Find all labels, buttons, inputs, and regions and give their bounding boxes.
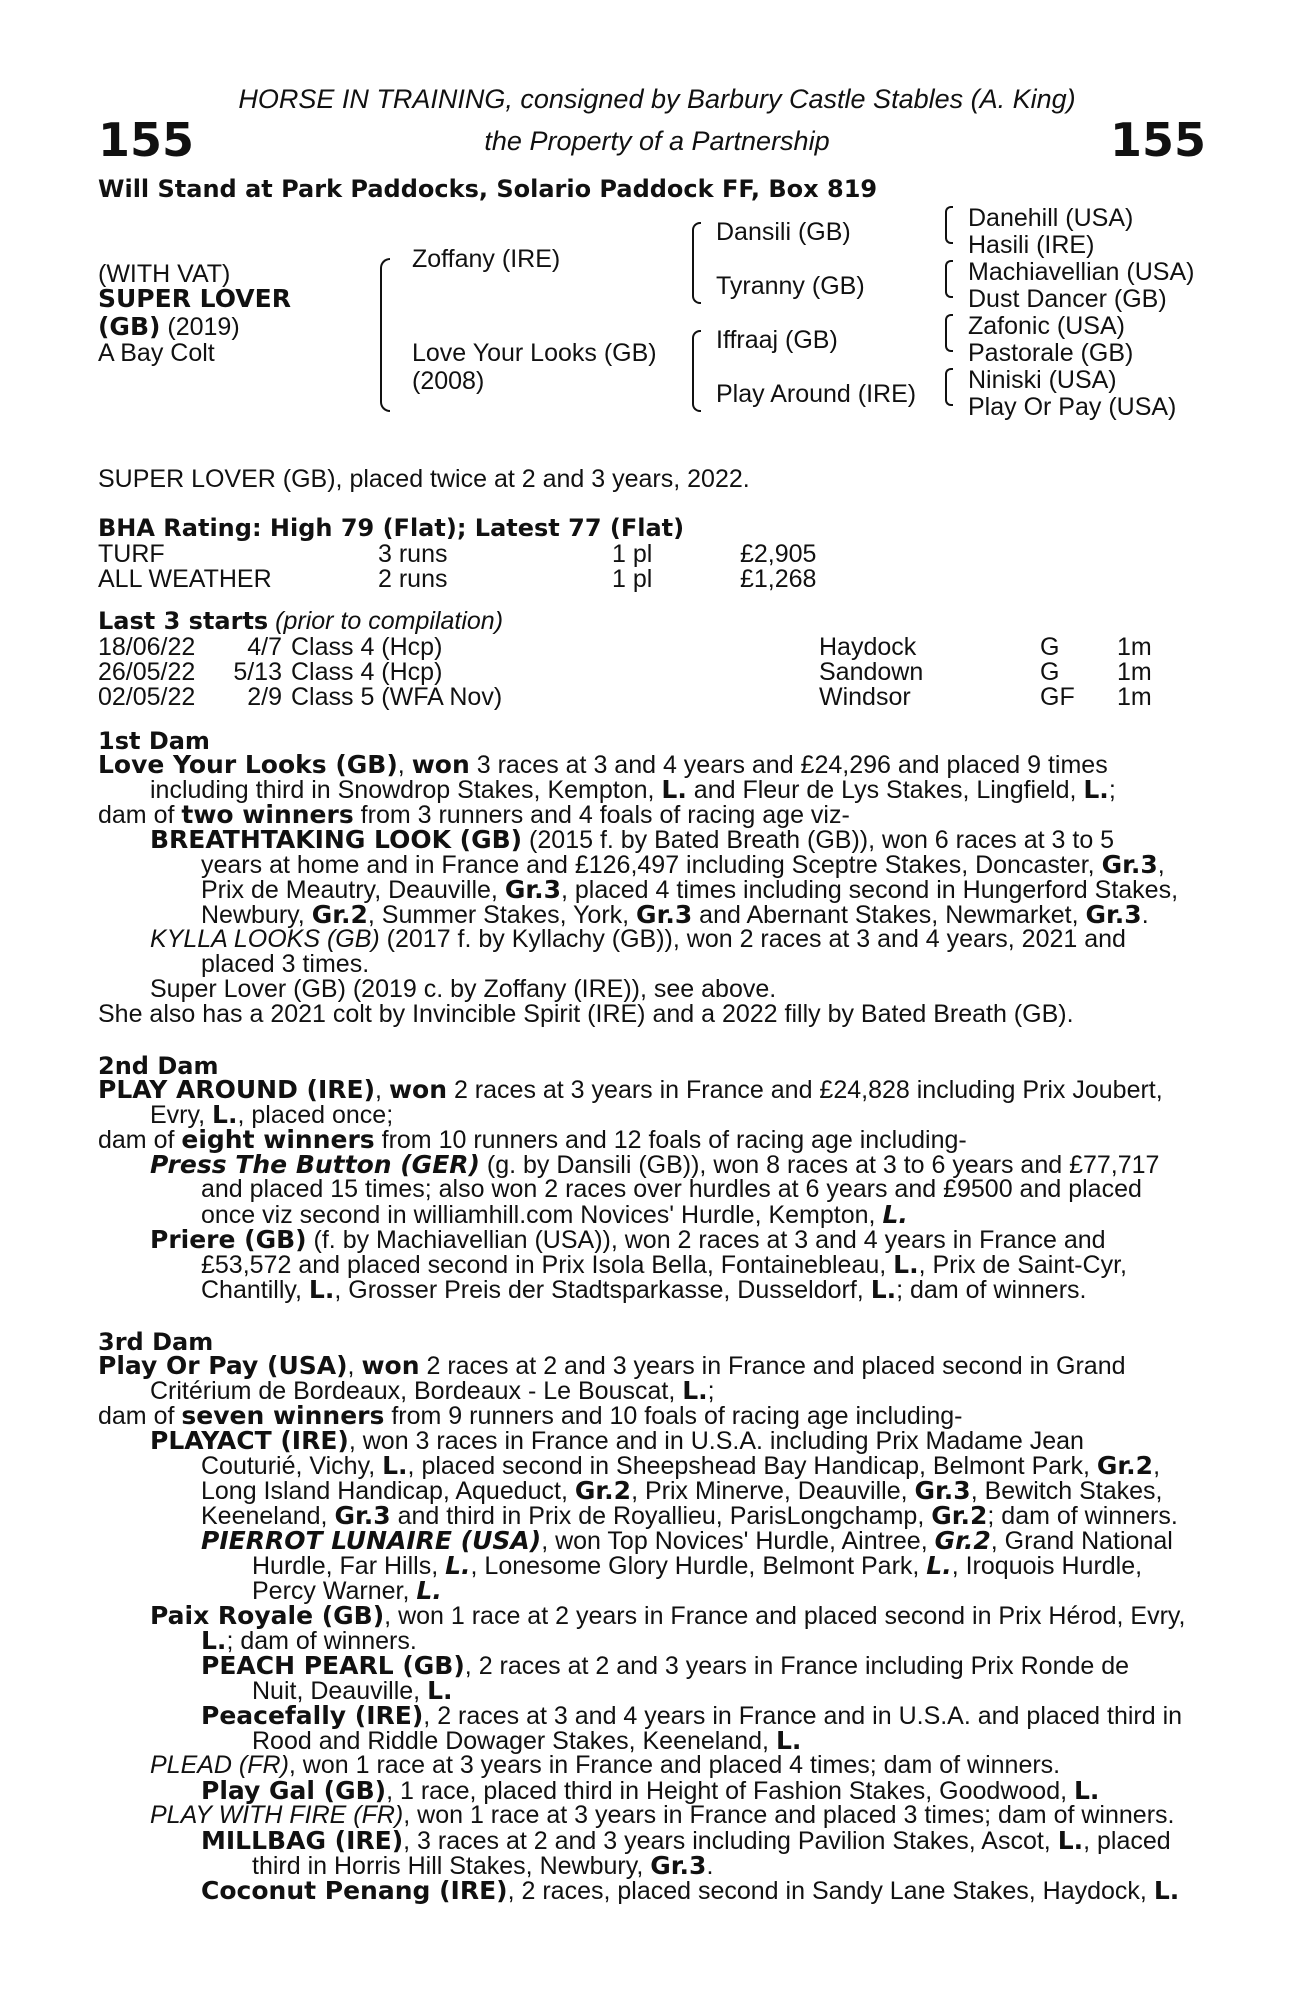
pierrot-lunaire-2: Hurdle, Far Hills, L., Lonesome Glory Hurdle, Belmont Park, L., Iroquois Hurdle, (252, 1551, 1143, 1580)
kylla-looks-1: KYLLA LOOKS (GB) (2017 f. by Kyllachy (GB)), won 2 races at 3 and 4 years, 2021 and (150, 925, 1126, 953)
pedigree-brace-dam (692, 330, 701, 412)
play-gal: Play Gal (GB), 1 race, placed third in Height of Fashion Stakes, Goodwood, L. (201, 1776, 1100, 1805)
playact-4: Keeneland, Gr.3 and third in Prix de Royallieu, ParisLongchamp, Gr.2; dam of winners. (201, 1501, 1178, 1530)
start-going-3: GF (1040, 683, 1075, 711)
priere-1: Priere (GB) (f. by Machiavellian (USA)), won 2 races at 3 and 4 years in France and (150, 1225, 1106, 1254)
peach-pearl-1: PEACH PEARL (GB), 2 races at 2 and 3 years in France including Prix Ronde de (201, 1651, 1130, 1680)
breathtaking-look-4: Newbury, Gr.2, Summer Stakes, York, Gr.3 and Abernant Stakes, Newmarket, Gr.3. (201, 900, 1149, 929)
breathtaking-look-3: Prix de Meautry, Deauville, Gr.3, placed 4 times including second in Hungerford Stakes, (201, 875, 1179, 904)
first-dam-produce: She also has a 2021 colt by Invincible Spirit (IRE) and a 2022 filly by Bated Breath (GB). (98, 1000, 1074, 1028)
first-dam-para-1: Love Your Looks (GB), won 3 races at 3 and 4 years and £24,296 and placed 9 times (98, 750, 1108, 779)
kylla-looks-2: placed 3 times. (201, 950, 370, 978)
pedigree-sdd: Dust Dancer (GB) (968, 285, 1167, 313)
pedigree-sss: Danehill (USA) (968, 204, 1134, 232)
third-dam-para-1: Play Or Pay (USA), won 2 races at 2 and 3 years in France and placed second in Grand (98, 1351, 1126, 1380)
plead: PLEAD (FR), won 1 race at 3 years in France and placed 4 times; dam of winners. (150, 1751, 1061, 1779)
playact-3: Long Island Handicap, Aqueduct, Gr.2, Prix Minerve, Deauville, Gr.3, Bewitch Stakes, (201, 1476, 1163, 1505)
press-the-button-1: Press The Button (GER) (g. by Dansili (GB)), won 8 races at 3 to 6 years and £77,717 (150, 1150, 1160, 1179)
press-the-button-2: and placed 15 times; also won 2 races over hurdles at 6 years and £9500 and placed (201, 1175, 1142, 1203)
super-lover-entry: Super Lover (GB) (2019 c. by Zoffany (IRE)), see above. (150, 975, 777, 1003)
coconut-penang: Coconut Penang (IRE), 2 races, placed second in Sandy Lane Stakes, Haydock, L. (201, 1876, 1180, 1905)
pedigree-ds: Iffraaj (GB) (716, 326, 838, 354)
third-dam-title: 3rd Dam (98, 1328, 214, 1356)
third-dam-para-3: dam of seven winners from 9 runners and 10 foals of racing age including- (98, 1401, 963, 1430)
rating-runs-1: 3 runs (378, 540, 448, 568)
start-date-1: 18/06/22 (98, 633, 196, 661)
pedigree-brace-g2 (945, 260, 953, 298)
start-course-1: Haydock (819, 633, 917, 661)
pedigree-sds: Machiavellian (USA) (968, 258, 1195, 286)
lot-number-right: 155 (1109, 113, 1206, 167)
horse-year: (2019) (167, 313, 240, 341)
pierrot-lunaire-1: PIERROT LUNAIRE (USA), won Top Novices' Hurdle, Aintree, Gr.2, Grand National (201, 1526, 1173, 1555)
rating-runs-2: 2 runs (378, 565, 448, 593)
rating-placed-2: 1 pl (612, 565, 653, 593)
pedigree-dam: Love Your Looks (GB) (412, 339, 657, 367)
press-the-button-3: once viz second in williamhill.com Novices' Hurdle, Kempton, L. (201, 1200, 908, 1229)
pedigree-brace-g4 (945, 368, 953, 406)
horse-name: SUPER LOVER (98, 284, 291, 313)
lot-number-left: 155 (98, 113, 195, 167)
last-starts-title: Last 3 starts (98, 607, 269, 635)
horse-origin-year (98, 312, 240, 342)
peacefally-2: Rood and Riddle Dowager Stakes, Keeneland, L. (252, 1726, 802, 1755)
start-class-1: Class 4 (Hcp) (291, 633, 443, 661)
last-starts-heading (98, 607, 503, 636)
pedigree-ss: Dansili (GB) (716, 218, 851, 246)
second-dam-para-3: dam of eight winners from 10 runners and 12 foals of racing age including- (98, 1125, 967, 1154)
stand-line: Will Stand at Park Paddocks, Solario Paddock FF, Box 819 (98, 175, 878, 203)
playact-1: PLAYACT (IRE), won 3 races in France and in U.S.A. including Prix Madame Jean (150, 1426, 1084, 1455)
pedigree-ddd: Play Or Pay (USA) (968, 393, 1177, 421)
start-dist-1: 1m (1117, 633, 1152, 661)
rating-surface-1: TURF (98, 540, 165, 568)
first-dam-para-2: including third in Snowdrop Stakes, Kempton, L. and Fleur de Lys Stakes, Lingfield, L.; (150, 775, 1116, 804)
property-line: the Property of a Partnership (484, 126, 830, 156)
start-class-2: Class 4 (Hcp) (291, 658, 443, 686)
rating-placed-1: 1 pl (612, 540, 653, 568)
start-going-2: G (1040, 658, 1060, 686)
start-class-3: Class 5 (WFA Nov) (291, 683, 503, 711)
start-pos-2: 5/13 (233, 658, 282, 686)
pedigree-dam-year: (2008) (412, 367, 485, 395)
millbag-2: third in Horris Hill Stakes, Newbury, Gr.3. (252, 1851, 714, 1880)
start-pos-3: 2/9 (247, 683, 282, 711)
pedigree-brace-sire (692, 222, 701, 304)
third-dam-para-2: Critérium de Bordeaux, Bordeaux - Le Bouscat, L.; (150, 1376, 715, 1405)
start-date-3: 02/05/22 (98, 683, 196, 711)
racing-summary: SUPER LOVER (GB), placed twice at 2 and 3 years, 2022. (98, 465, 750, 493)
peacefally-1: Peacefally (IRE), 2 races at 3 and 4 years in France and in U.S.A. and placed third in (201, 1701, 1183, 1730)
horse-description: A Bay Colt (98, 339, 215, 367)
pierrot-lunaire-3: Percy Warner, L. (252, 1576, 442, 1605)
priere-2: £53,572 and placed second in Prix Isola Bella, Fontainebleau, L., Prix de Saint-Cyr, (201, 1250, 1127, 1279)
start-dist-2: 1m (1117, 658, 1152, 686)
consignor-line: HORSE IN TRAINING, consigned by Barbury Castle Stables (A. King) (238, 84, 1076, 114)
pedigree-sire: Zoffany (IRE) (412, 245, 561, 273)
start-course-3: Windsor (819, 683, 911, 711)
pedigree-sd: Tyranny (GB) (716, 272, 865, 300)
millbag-1: MILLBAG (IRE), 3 races at 2 and 3 years including Pavilion Stakes, Ascot, L., placed (201, 1826, 1171, 1855)
second-dam-para-2: Evry, L., placed once; (150, 1100, 394, 1129)
pedigree-brace-g1 (945, 206, 953, 244)
pedigree-brace-main (380, 258, 390, 412)
start-pos-1: 4/7 (247, 633, 282, 661)
pedigree-dsd: Pastorale (GB) (968, 339, 1134, 367)
pedigree-dds: Niniski (USA) (968, 366, 1117, 394)
breathtaking-look-1: BREATHTAKING LOOK (GB) (2015 f. by Bated Breath (GB)), won 6 races at 3 to 5 (150, 825, 1115, 854)
second-dam-para-1: PLAY AROUND (IRE), won 2 races at 3 years in France and £24,828 including Prix Joubert, (98, 1075, 1163, 1104)
breathtaking-look-2: years at home and in France and £126,497 including Sceptre Stakes, Doncaster, Gr.3, (201, 850, 1165, 879)
rating-surface-2: ALL WEATHER (98, 565, 272, 593)
horse-country: (GB) (98, 312, 161, 341)
paix-royale-1: Paix Royale (GB), won 1 race at 2 years in France and placed second in Prix Hérod, Evry, (150, 1601, 1186, 1630)
pedigree-brace-g3 (945, 314, 953, 352)
start-date-2: 26/05/22 (98, 658, 196, 686)
vat-note: (WITH VAT) (98, 260, 231, 288)
peach-pearl-2: Nuit, Deauville, L. (252, 1676, 453, 1705)
priere-3: Chantilly, L., Grosser Preis der Stadtsparkasse, Dusseldorf, L.; dam of winners. (201, 1275, 1087, 1304)
first-dam-title: 1st Dam (98, 727, 210, 755)
paix-royale-2: L.; dam of winners. (201, 1626, 417, 1655)
pedigree-dd: Play Around (IRE) (716, 380, 917, 408)
first-dam-para-3: dam of two winners from 3 runners and 4 foals of racing age viz- (98, 800, 850, 829)
play-with-fire: PLAY WITH FIRE (FR), won 1 race at 3 years in France and placed 3 times; dam of winners. (150, 1801, 1175, 1829)
second-dam-title: 2nd Dam (98, 1052, 219, 1080)
last-starts-note: (prior to compilation) (275, 607, 504, 635)
rating-title: BHA Rating: High 79 (Flat); Latest 77 (Flat) (98, 514, 685, 542)
pedigree-dss: Zafonic (USA) (968, 312, 1125, 340)
rating-prize-1: £2,905 (740, 540, 817, 568)
pedigree-ssd: Hasili (IRE) (968, 231, 1095, 259)
rating-prize-2: £1,268 (740, 565, 817, 593)
start-course-2: Sandown (819, 658, 924, 686)
playact-2: Couturié, Vichy, L., placed second in Sheepshead Bay Handicap, Belmont Park, Gr.2, (201, 1451, 1161, 1480)
start-dist-3: 1m (1117, 683, 1152, 711)
start-going-1: G (1040, 633, 1060, 661)
